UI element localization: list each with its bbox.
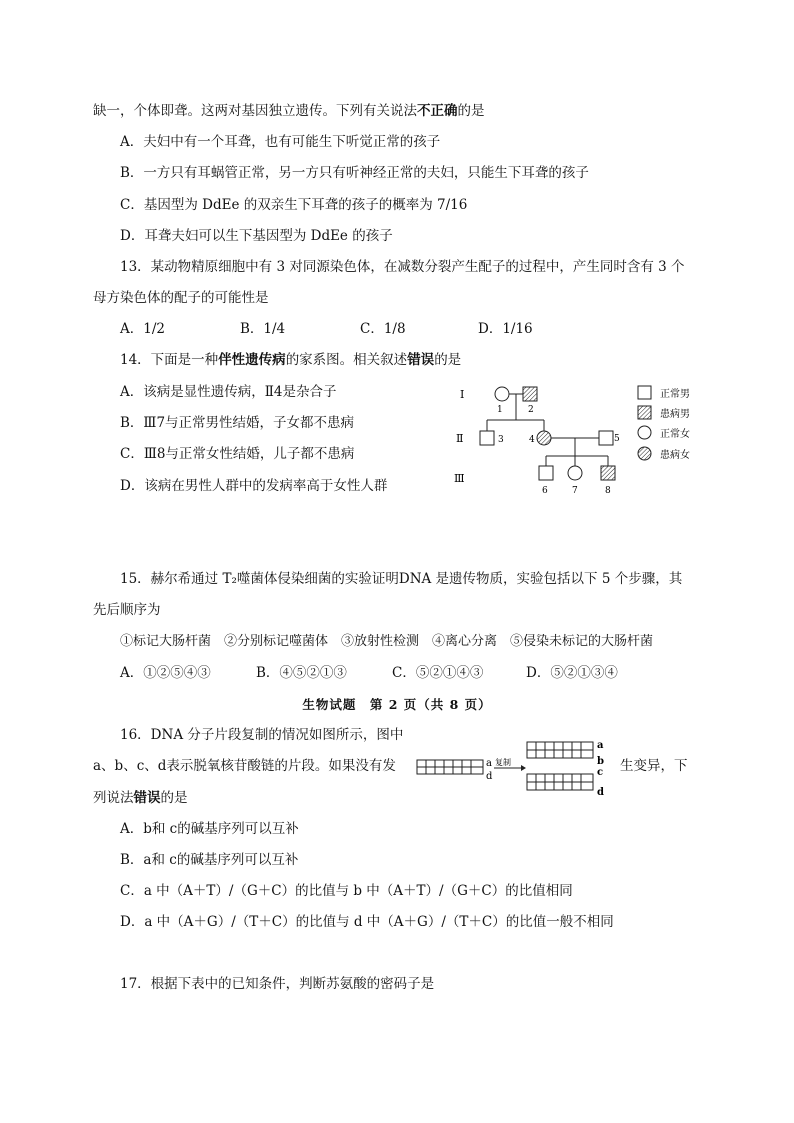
q15-stem-line2: 先后顺序为 — [93, 602, 161, 618]
individual-3-normal-male — [480, 431, 494, 445]
q16-option-d: D．a 中（A＋G）/（T＋C）的比值与 d 中（A＋G）/（T＋C）的比值一般不相同 — [120, 914, 614, 930]
q14-option-a: A．该病是显性遗传病，Ⅱ4是杂合子 — [120, 384, 337, 400]
pedigree-diagram — [450, 378, 720, 498]
q12-option-b: B．一方只有耳蜗管正常，另一方只有听神经正常的夫妇，只能生下耳聋的孩子 — [120, 165, 589, 181]
q14-stem: 14．下面是一种伴性遗传病的家系图。相关叙述错误的是 — [120, 352, 462, 368]
q15-option-a: A．①②⑤④③ — [120, 665, 211, 681]
parental-label-a: a — [486, 758, 492, 769]
generation-label-1: Ⅰ — [460, 388, 465, 401]
individual-1-normal-female — [495, 387, 509, 401]
generation-label-2: Ⅱ — [456, 432, 464, 445]
q13-option-a: A．1/2 — [120, 321, 165, 337]
q13-stem-line2: 母方染色体的配子的可能性是 — [93, 290, 269, 306]
individual-4-affected-female — [537, 431, 551, 445]
q15-steps: ①标记大肠杆菌 ②分别标记噬菌体 ③放射性检测 ④离心分离 ⑤侵染未标记的大肠杆菌 — [120, 634, 654, 649]
individual-label-4: 4 — [529, 435, 535, 445]
legend-normal-male-label: 正常男 — [660, 389, 690, 400]
daughter-label-c: c — [597, 767, 604, 778]
individual-label-8: 8 — [605, 486, 611, 496]
legend-affected-female-symbol — [638, 447, 651, 460]
q15-option-d: D．⑤②①③④ — [526, 665, 618, 681]
individual-label-3: 3 — [498, 435, 504, 445]
q13-option-c: C．1/8 — [360, 321, 406, 337]
q14-option-b: B．Ⅲ7与正常男性结婚，子女都不患病 — [120, 415, 355, 431]
generation-label-3: Ⅲ — [454, 472, 465, 485]
legend-affected-female-label: 患病女 — [660, 450, 690, 461]
q13-option-d: D．1/16 — [478, 321, 533, 337]
daughter-label-a: a — [597, 740, 604, 751]
replication-arrowhead-icon — [521, 765, 526, 771]
q16-option-b: B．a和 c的碱基序列可以互补 — [120, 852, 299, 868]
replication-arrow-label: 复制 — [495, 758, 511, 767]
q16-stem-line2-right: 生变异，下 — [620, 758, 688, 774]
individual-6-normal-male — [539, 466, 553, 480]
individual-label-2: 2 — [528, 405, 534, 415]
q16-stem-line3: 列说法错误的是 — [93, 790, 188, 806]
legend-affected-male-label: 患病男 — [660, 409, 690, 420]
q15-option-b: B．④⑤②①③ — [256, 665, 347, 681]
q13-stem-line1: 13．某动物精原细胞中有 3 对同源染色体，在减数分裂产生配子的过程中，产生同时含有 3 个 — [120, 259, 685, 275]
legend-affected-male-symbol — [638, 406, 651, 419]
individual-2-affected-male — [523, 387, 537, 401]
individual-7-normal-female — [568, 466, 582, 480]
legend-normal-male-symbol — [638, 386, 651, 399]
parental-dna-strands — [417, 760, 483, 774]
legend-normal-female-symbol — [638, 426, 651, 439]
q14-option-d: D．该病在男性人群中的发病率高于女性人群 — [120, 478, 388, 494]
q14-option-c: C．Ⅲ8与正常女性结婚，儿子都不患病 — [120, 446, 355, 462]
individual-label-1: 1 — [497, 405, 503, 415]
q16-option-c: C．a 中（A＋T）/（G＋C）的比值与 b 中（A＋T）/（G＋C）的比值相同 — [120, 883, 573, 899]
individual-label-6: 6 — [542, 486, 548, 496]
q12-option-d: D．耳聋夫妇可以生下基因型为 DdEe 的孩子 — [120, 228, 393, 244]
q12-option-a: A．夫妇中有一个耳聋，也有可能生下听觉正常的孩子 — [120, 134, 441, 150]
q15-option-c: C．⑤②①④③ — [392, 665, 484, 681]
q12-option-c: C．基因型为 DdEe 的双亲生下耳聋的孩子的概率为 7/16 — [120, 197, 468, 213]
q12-stem-continuation: 缺一，个体即聋。这两对基因独立遗传。下列有关说法不正确的是 — [93, 103, 485, 119]
daughter-dna-bottom — [527, 774, 593, 790]
daughter-label-d: d — [597, 787, 604, 798]
individual-label-7: 7 — [572, 486, 578, 496]
individual-8-affected-male — [601, 466, 615, 480]
q13-option-b: B．1/4 — [240, 321, 286, 337]
individual-5-normal-male — [599, 431, 613, 445]
page-footer: 生物试题 第 2 页（共 8 页） — [302, 697, 492, 712]
q17-stem: 17．根据下表中的已知条件，判断苏氨酸的密码子是 — [120, 976, 435, 992]
q16-stem-line2-left: a、b、c、d表示脱氧核苷酸链的片段。如果没有发 — [93, 758, 396, 774]
q16-option-a: A．b和 c的碱基序列可以互补 — [120, 821, 299, 837]
individual-label-5: 5 — [614, 434, 620, 444]
legend-normal-female-label: 正常女 — [660, 429, 690, 440]
daughter-label-b: b — [597, 756, 604, 767]
q16-stem-line1: 16．DNA 分子片段复制的情况如图所示，图中 — [120, 727, 404, 743]
daughter-dna-top — [527, 742, 593, 758]
parental-label-d: d — [486, 771, 493, 782]
dna-replication-diagram — [415, 738, 615, 800]
q15-stem-line1: 15．赫尔希通过 T₂噬菌体侵染细菌的实验证明DNA 是遗传物质，实验包括以下 5 个步骤，其 — [120, 571, 683, 587]
